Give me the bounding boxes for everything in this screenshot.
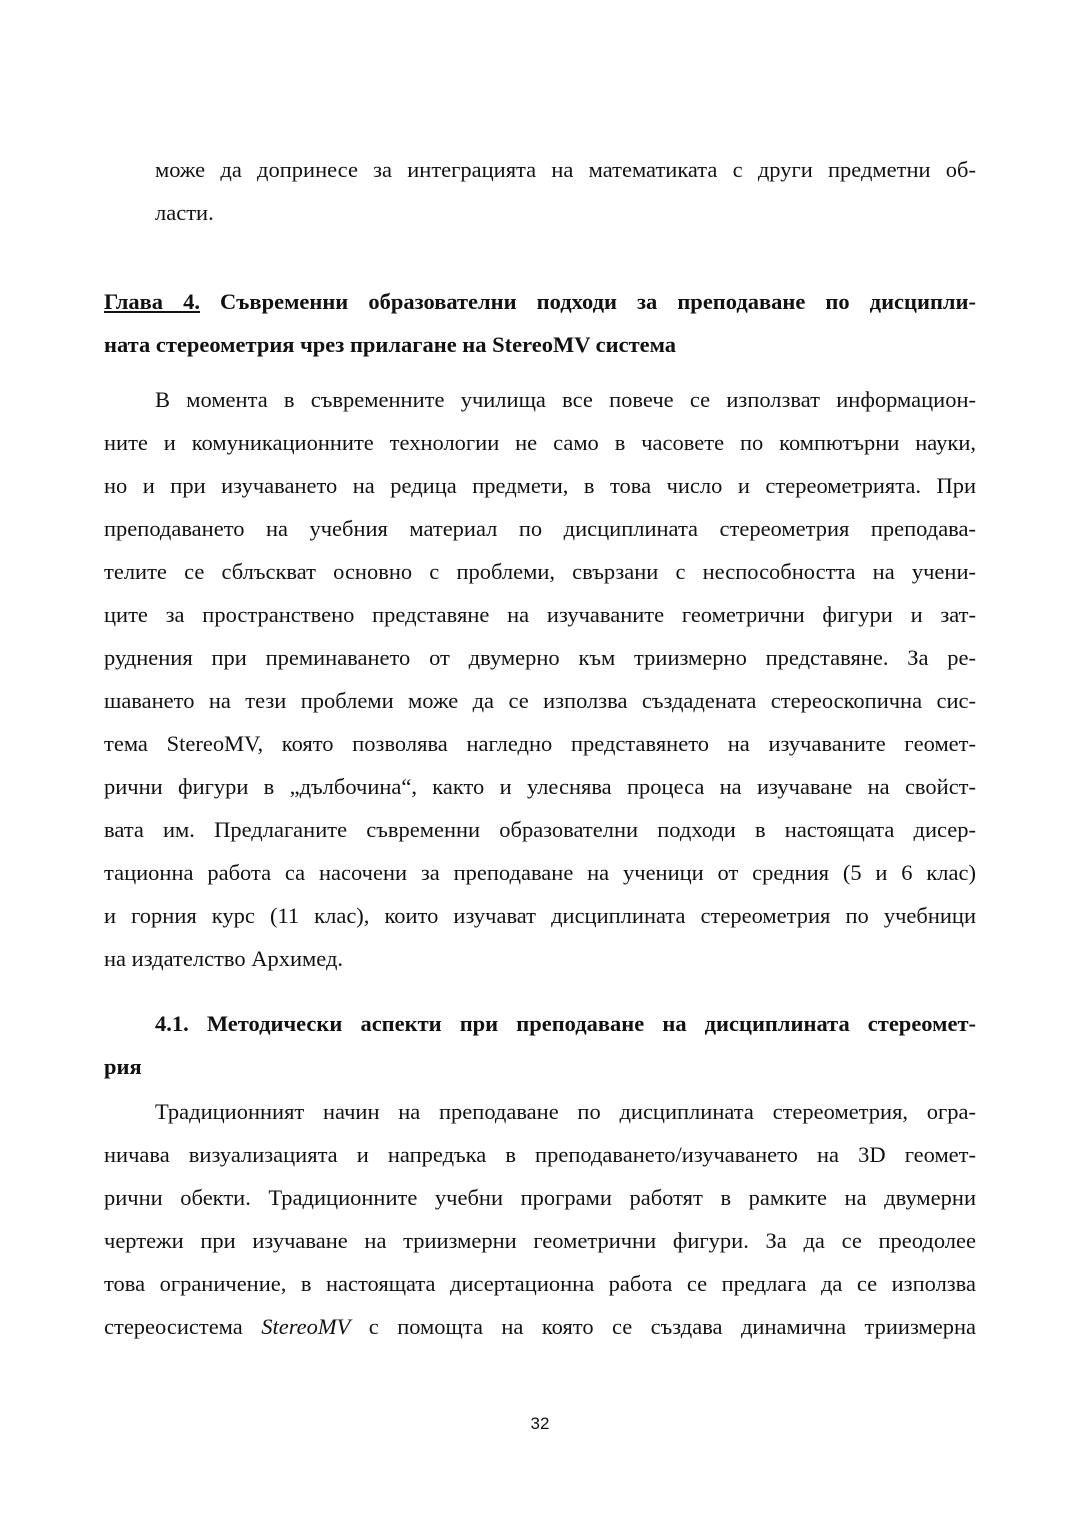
paragraph1-line: В момента в съвременните училища все повече се използват информацион- (155, 387, 976, 412)
chapter-heading (104, 287, 976, 317)
section-title-line-2: рия (104, 1054, 142, 1079)
chapter-label: Глава 4. (104, 289, 200, 314)
chapter-title-line-1: Съвременни образователни подходи за преподаване по дисципли- (220, 289, 976, 314)
chapter-title-line-2: ната стереометрия чрез прилагане на StereoMV система (104, 332, 677, 357)
paragraph2-line: рични обекти. Традиционните учебни програми работят в рамките на двумерни (104, 1185, 976, 1210)
paragraph2-line: ничава визуализацията и напредъка в преподаването/изучаването на 3D геомет- (104, 1142, 976, 1167)
paragraph2-last-suffix: с помощта на която се създава динамична триизмерна (368, 1314, 977, 1339)
paragraph1-line: тема StereoMV, която позволява нагледно представянето на изучаваните гeомет- (104, 731, 976, 756)
paragraph1-line: рични фигури в „дълбочина“, както и улеснява процеса на изучаване на свойст- (104, 774, 976, 799)
paragraph1-line: но и при изучаването на редица предмети, в това число и стереометрията. При (104, 473, 976, 498)
paragraph1-line: ците за пространствено представяне на изучаваните геометрични фигури и зат- (104, 602, 976, 627)
paragraph1-line: преподаването на учебния материал по дисциплината стереометрия преподава- (104, 516, 976, 541)
paragraph2-line: Традиционният начин на преподаване по дисциплината стереометрия, огра- (155, 1099, 976, 1124)
paragraph1-line: телите се сблъскват основно с проблеми, свързани с неспособността на учени- (104, 559, 976, 584)
intro-line-2: ласти. (155, 200, 214, 225)
paragraph1-line: и горния курс (11 клас), които изучават дисциплината стереометрия по учебници (104, 903, 976, 928)
paragraph1-line: вата им. Предлаганите съвременни образователни подходи в настоящата дисер- (104, 817, 976, 842)
section-title-line-1: 4.1. Методически аспекти при преподаване на дисциплината стереомет- (155, 1011, 976, 1036)
paragraph2-last-prefix: стереосистема (104, 1314, 243, 1339)
paragraph1-line: шаването на тези проблеми може да се използва създадената стереоскопична сис- (104, 688, 976, 713)
paragraph2-last-line (104, 1312, 976, 1342)
paragraph2-line: чертежи при изучаване на триизмерни геометрични фигури. За да се преодолее (104, 1228, 976, 1253)
intro-line-1: може да допринесе за интеграцията на математиката с други предметни об- (155, 157, 976, 182)
paragraph1-line: на издателство Архимед. (104, 946, 344, 971)
stereomv-term: StereoMV (261, 1314, 351, 1339)
paragraph2-line: това ограничение, в настоящата дисертационна работа се предлага да се използва (104, 1271, 976, 1296)
paragraph1-line: руднения при преминаването от двумерно към триизмерно представяне. За ре- (104, 645, 976, 670)
paragraph1-line: тационна работа са насочени за преподаване на ученици от средния (5 и 6 клас) (104, 860, 976, 885)
page-number: 32 (530, 1414, 550, 1433)
paragraph1-line: ните и комуникационните технологии не само в часовете по компютърни науки, (104, 430, 976, 455)
